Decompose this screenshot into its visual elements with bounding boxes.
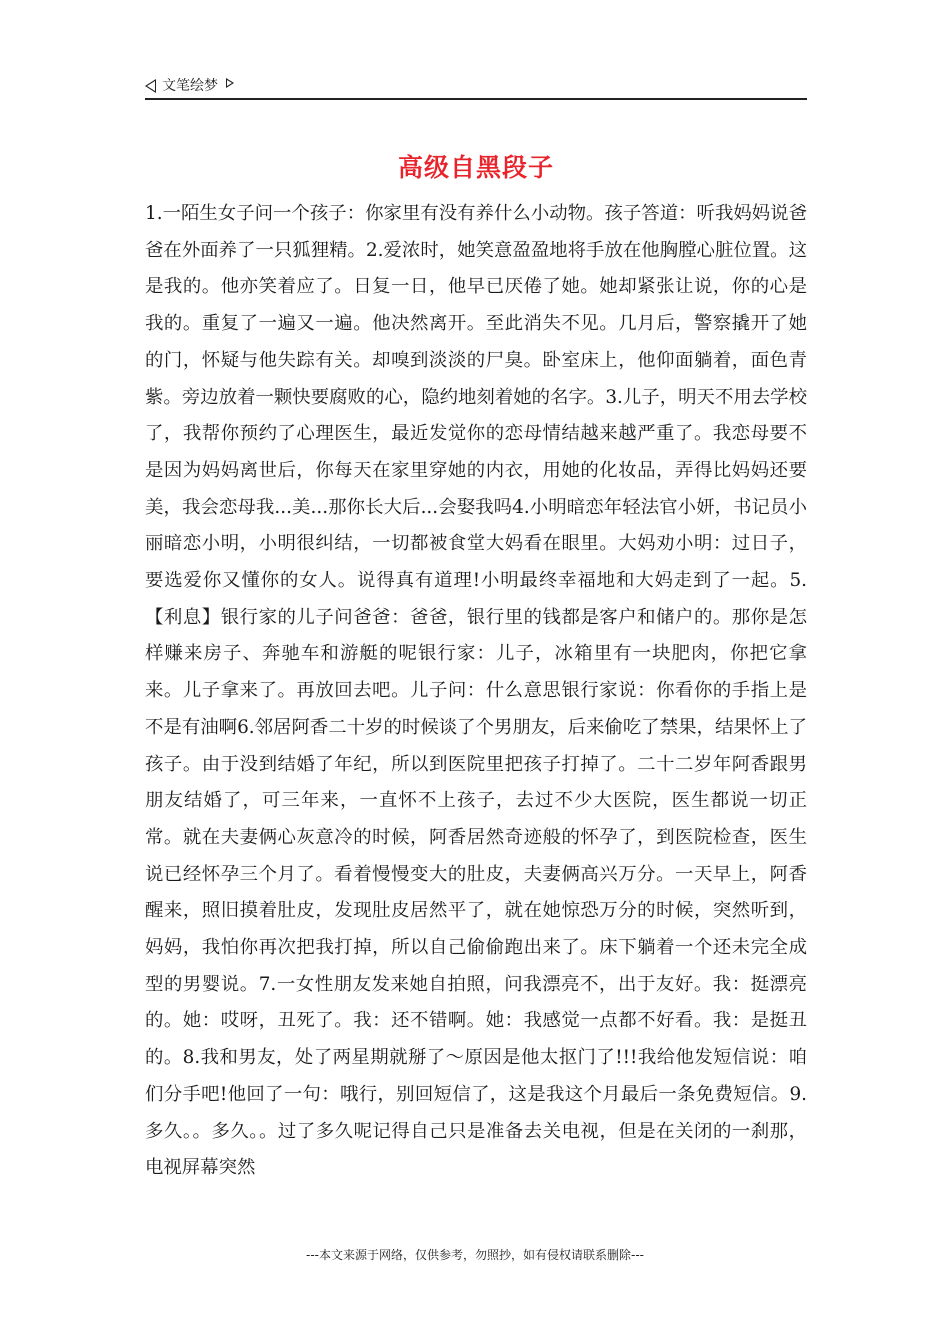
triangle-left-icon bbox=[145, 79, 156, 93]
page-header bbox=[145, 74, 807, 100]
page-footer-notice: ---本文来源于网络，仅供参考，勿照抄，如有侵权请联系删除--- bbox=[306, 1248, 644, 1262]
document-title: 高级自黑段子 bbox=[397, 153, 554, 182]
triangle-right-icon bbox=[226, 78, 234, 88]
header-brand: 文笔绘梦 bbox=[162, 78, 218, 94]
document-body: 1.一陌生女子问一个孩子：你家里有没有养什么小动物。孩子答道：听我妈妈说爸爸在外面养了一只狐狸精。2.爱浓时，她笑意盈盈地将手放在他胸膛心脏位置。这是我的。他亦笑着应了。日复一日，他早已厌倦了她。她却紧张让说，你的心是我的。重复了一遍又一遍。他决然离开。至此消失不见。几月后，警察撬开了她的门，怀疑与他失踪有关。却嗅到淡淡的尸臭。卧室床上，他仰面躺着，面色青紫。旁边放着一颗快要腐败的心，隐约地刻着她的名字。3.儿子，明天不用去学校了，我帮你预约了心理医生，最近发觉你的恋母情结越来越严重了。我恋母要不是因为妈妈离世后，你每天在家里穿她的内衣，用她的化妆品，弄得比妈妈还要美，我会恋母我...美...那你长大后...会娶我吗4.小明暗恋年轻法官小妍，书记员小丽暗恋小明，小明很纠结，一切都被食堂大妈看在眼里。大妈劝小明：过日子，要选爱你又懂你的女人。说得真有道理!小明最终幸福地和大妈走到了一起。5.【利息】银行家的儿子问爸爸：爸爸，银行里的钱都是客户和储户的。那你是怎样赚来房子、奔驰车和游艇的呢银行家：儿子，冰箱里有一块肥肉，你把它拿来。儿子拿来了。再放回去吧。儿子问：什么意思银行家说：你看你的手指上是不是有油啊6.邻居阿香二十岁的时候谈了个男朋友，后来偷吃了禁果，结果怀上了孩子。由于没到结婚了年纪，所以到医院里把孩子打掉了。二十二岁年阿香跟男朋友结婚了，可三年来，一直怀不上孩子，去过不少大医院，医生都说一切正常。就在夫妻俩心灰意冷的时候，阿香居然奇迹般的怀孕了，到医院检查，医生说已经怀孕三个月了。看着慢慢变大的肚皮，夫妻俩高兴万分。一天早上，阿香醒来，照旧摸着肚皮，发现肚皮居然平了，就在她惊恐万分的时候，突然听到，妈妈，我怕你再次把我打掉，所以自己偷偷跑出来了。床下躺着一个还未完全成型的男婴说。7.一女性朋友发来她自拍照，问我漂亮不，出于友好。我：挺漂亮的。她：哎呀，丑死了。我：还不错啊。她：我感觉一点都不好看。我：是挺丑的。8.我和男友，处了两星期就掰了～原因是他太抠门了!!!我给他发短信说：咱们分手吧!他回了一句：哦行，别回短信了，这是我这个月最后一条免费短信。9.多久。。多久。。过了多久呢记得自己只是准备去关电视，但是在关闭的一刹那，电视屏幕突然 bbox=[145, 203, 807, 1179]
